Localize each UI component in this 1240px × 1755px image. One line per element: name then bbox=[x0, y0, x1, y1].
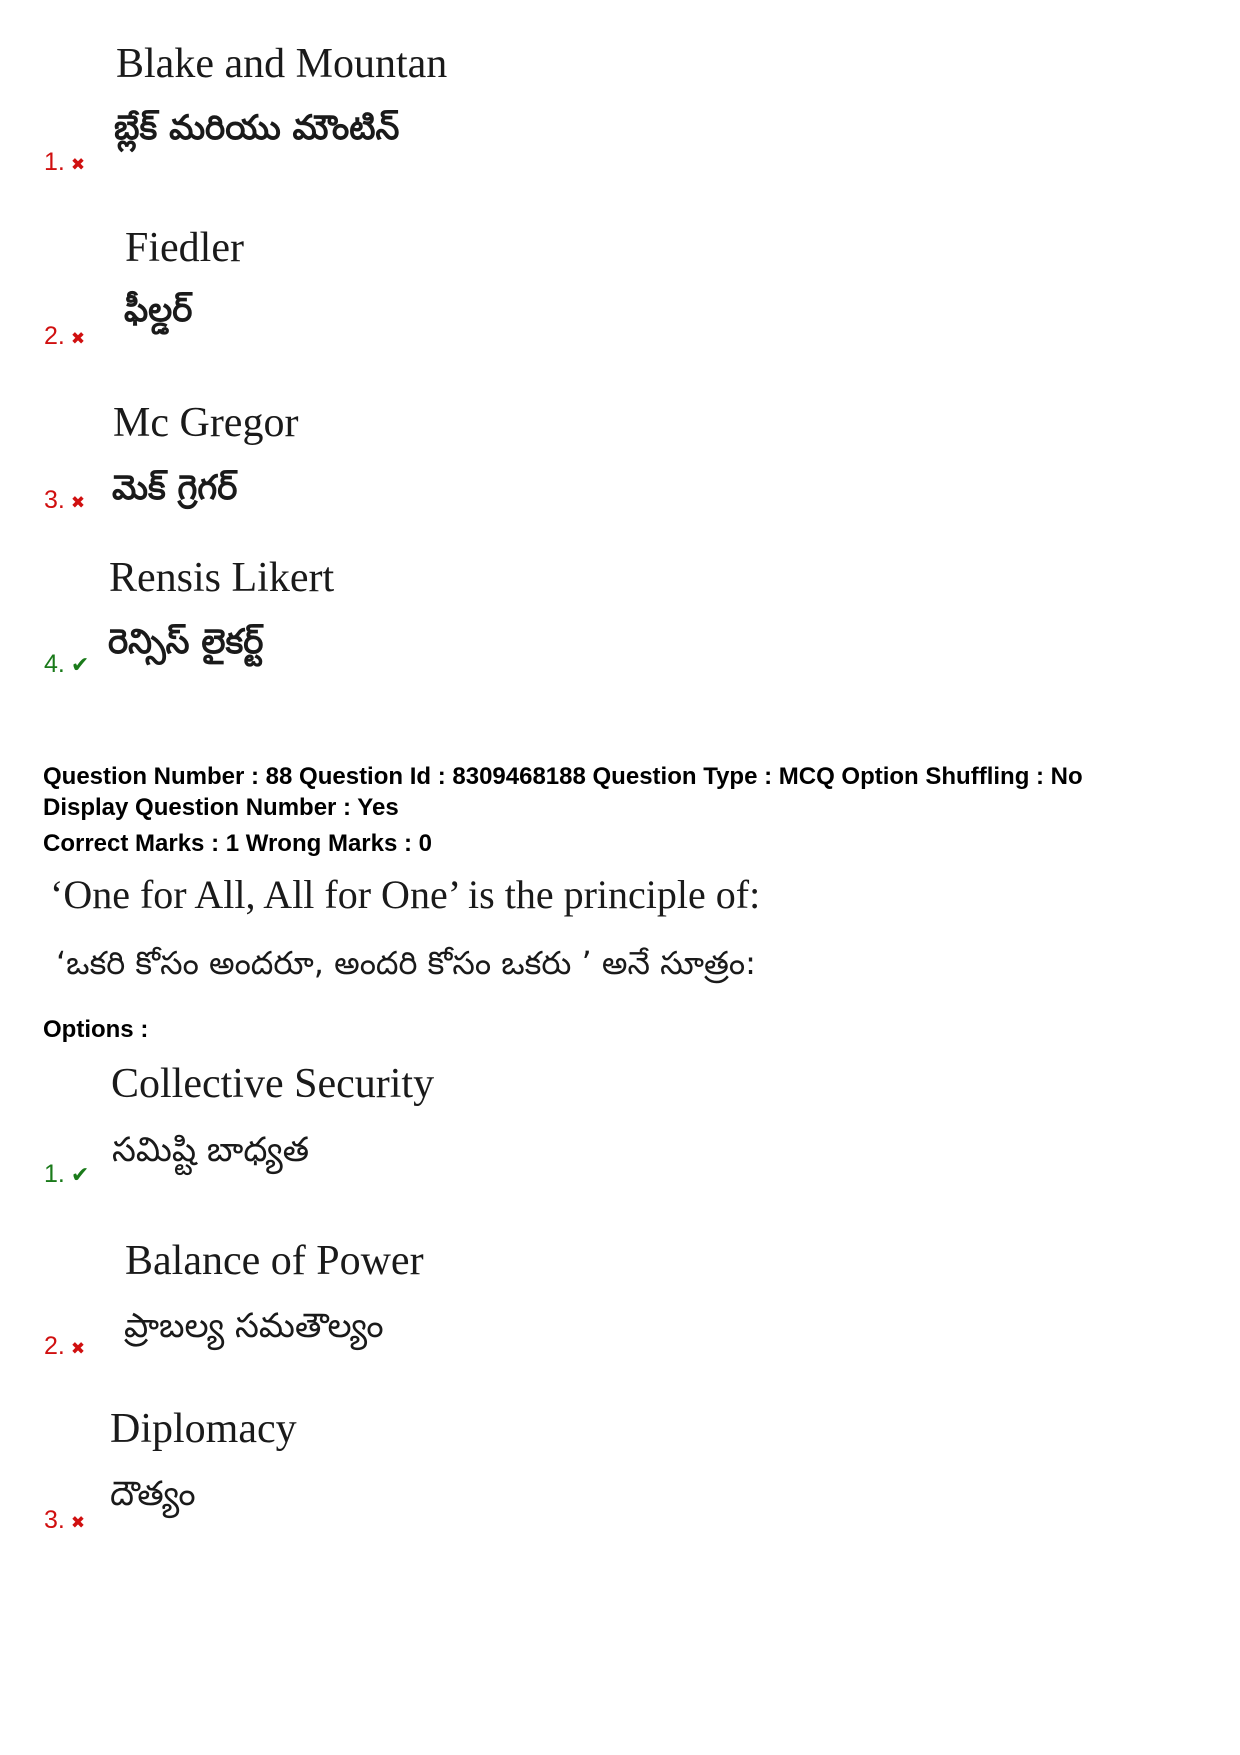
option-text-te: బ్లేక్ మరియు మౌంటిన్ bbox=[114, 108, 400, 148]
option-number: 3. bbox=[44, 486, 65, 514]
option-text-te: దౌత్యం bbox=[110, 1474, 196, 1514]
question-text-te: ‘ఒకరి కోసం అందరూ, అందరి కోసం ఒకరు ’ అనే సూత్రం: bbox=[56, 944, 756, 982]
option-text-en: Balance of Power bbox=[125, 1238, 424, 1284]
cross-icon: ✖ bbox=[70, 1339, 86, 1358]
option-text-te: రెన్సిస్ లైకర్ట్ bbox=[108, 622, 264, 662]
option-number: 2. bbox=[44, 322, 65, 350]
option-number: 3. bbox=[44, 1506, 65, 1534]
option-number: 4. bbox=[44, 650, 65, 678]
question-meta-line2: Display Question Number : Yes bbox=[43, 794, 399, 821]
cross-icon: ✖ bbox=[70, 329, 86, 348]
cross-icon: ✖ bbox=[70, 493, 86, 512]
option-text-en: Collective Security bbox=[111, 1061, 435, 1107]
option-text-en: Mc Gregor bbox=[113, 400, 299, 446]
question-text-en: ‘One for All, All for One’ is the principle of: bbox=[50, 872, 761, 917]
option-number: 1. bbox=[44, 1160, 65, 1188]
option-text-te: సమిష్టి బాధ్యత bbox=[112, 1130, 310, 1170]
option-text-en: Blake and Mountan bbox=[116, 41, 448, 87]
option-number: 1. bbox=[44, 148, 65, 176]
option-text-en: Fiedler bbox=[125, 225, 244, 271]
option-number: 2. bbox=[44, 1332, 65, 1360]
options-label: Options : bbox=[43, 1016, 149, 1043]
check-icon: ✔ bbox=[70, 652, 90, 677]
option-text-te: ప్రాబల్య సమతౌల్యం bbox=[124, 1306, 384, 1346]
option-text-te: మెక్ గ్రెగర్ bbox=[112, 468, 238, 508]
option-text-en: Rensis Likert bbox=[109, 555, 335, 601]
option-text-te: ఫీల్డర్ bbox=[124, 290, 193, 330]
option-text-en: Diplomacy bbox=[110, 1406, 297, 1452]
question-meta-line1: Question Number : 88 Question Id : 8309468188 Question Type : MCQ Option Shuffling : No bbox=[43, 763, 1083, 790]
check-icon: ✔ bbox=[70, 1162, 90, 1187]
cross-icon: ✖ bbox=[70, 1513, 86, 1532]
cross-icon: ✖ bbox=[70, 155, 86, 174]
question-marks: Correct Marks : 1 Wrong Marks : 0 bbox=[43, 830, 433, 857]
